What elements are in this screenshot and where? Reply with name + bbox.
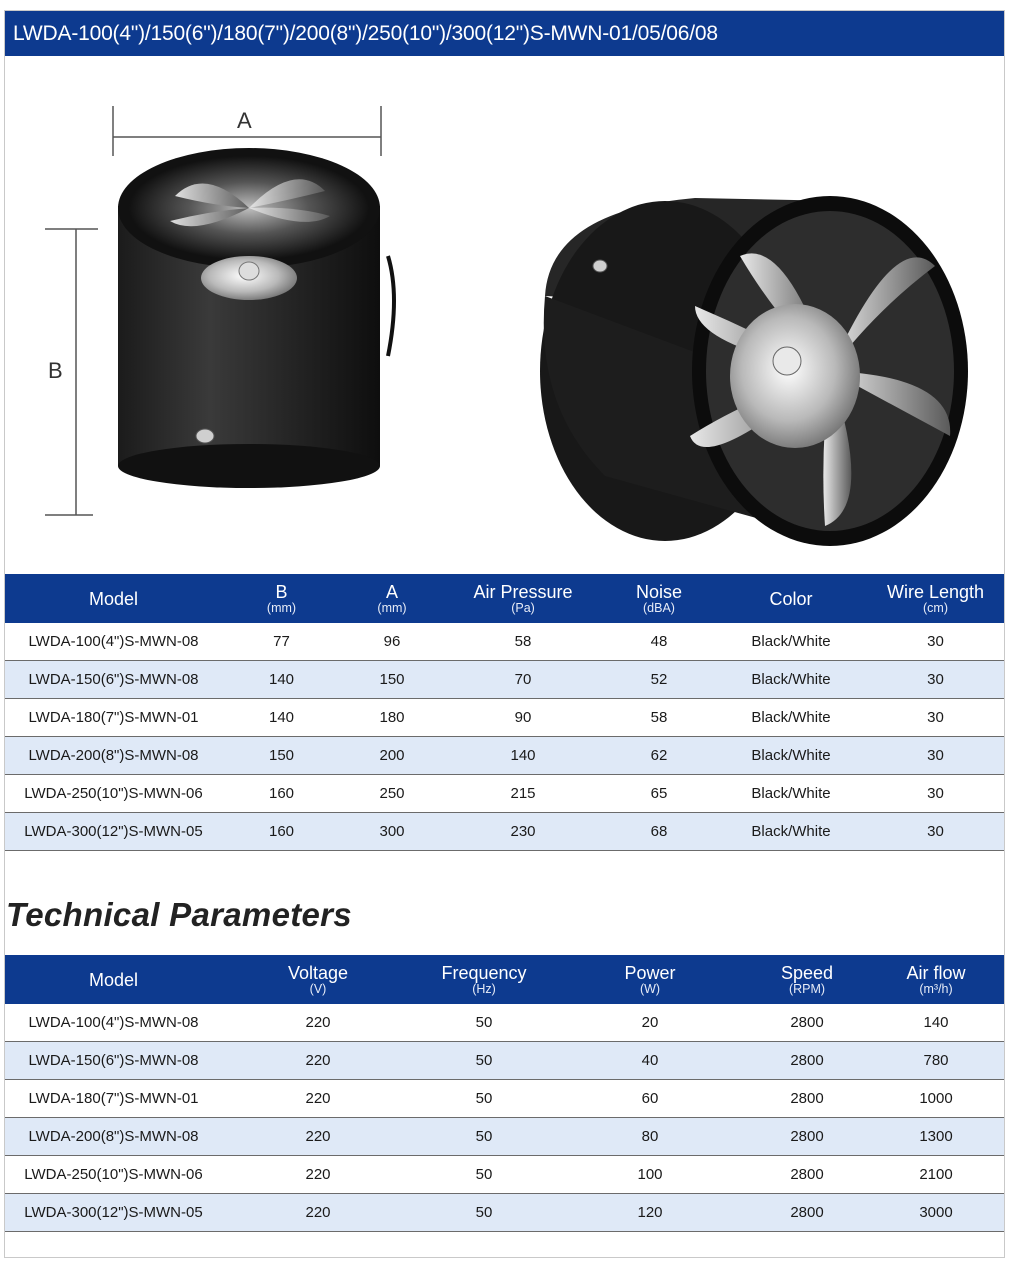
table-cell: 80 <box>554 1118 746 1156</box>
table-header-row <box>5 574 1004 623</box>
table-cell: 220 <box>222 1042 414 1080</box>
column-unit: (V) <box>309 981 327 996</box>
table-cell: 140 <box>222 661 341 699</box>
table-row <box>5 1156 1004 1194</box>
column-header-label: Model <box>88 969 139 990</box>
column-unit: (cm) <box>923 600 948 615</box>
table-cell: 220 <box>222 1080 414 1118</box>
table-cell: 215 <box>443 775 603 813</box>
table-cell: 30 <box>867 813 1004 851</box>
column-header <box>746 955 868 1004</box>
table-cell: 2800 <box>746 1194 868 1232</box>
table-cell: 160 <box>222 775 341 813</box>
column-header-label: Air Pressure <box>473 581 573 602</box>
table-cell: 50 <box>414 1042 554 1080</box>
column-header <box>554 955 746 1004</box>
table-cell: 150 <box>222 737 341 775</box>
table-cell: 30 <box>867 699 1004 737</box>
column-unit: (m³/h) <box>919 981 953 996</box>
product-photos <box>5 56 1004 574</box>
table-cell: Black/White <box>715 813 867 851</box>
column-unit: (mm) <box>266 600 297 615</box>
table-cell: 77 <box>222 623 341 661</box>
table-cell: 2800 <box>746 1004 868 1042</box>
table-cell: LWDA-250(10")S-MWN-06 <box>5 775 222 813</box>
table-cell: 150 <box>341 661 443 699</box>
column-unit: (Pa) <box>511 600 535 615</box>
table-cell: 50 <box>414 1118 554 1156</box>
column-header-label: Voltage <box>287 962 349 983</box>
table-cell: 3000 <box>868 1194 1004 1232</box>
table-cell: Black/White <box>715 775 867 813</box>
table-cell: 50 <box>414 1156 554 1194</box>
column-header <box>868 955 1004 1004</box>
table-cell: 220 <box>222 1156 414 1194</box>
table-cell: 2100 <box>868 1156 1004 1194</box>
table-cell: 2800 <box>746 1080 868 1118</box>
table-row <box>5 623 1004 661</box>
table-cell: 100 <box>554 1156 746 1194</box>
table-cell: 140 <box>222 699 341 737</box>
column-header-label: Color <box>769 588 813 609</box>
table-cell: 780 <box>868 1042 1004 1080</box>
table-cell: 220 <box>222 1194 414 1232</box>
column-header <box>222 955 414 1004</box>
table-cell: 2800 <box>746 1156 868 1194</box>
column-header-label: Air flow <box>906 962 966 983</box>
table-cell: 48 <box>603 623 715 661</box>
table-cell: 220 <box>222 1004 414 1042</box>
table-cell: 1300 <box>868 1118 1004 1156</box>
section-heading: Technical Parameters <box>6 896 352 933</box>
dimensions-table <box>5 574 1004 851</box>
table-cell: Black/White <box>715 699 867 737</box>
column-header-label: Power <box>624 962 676 983</box>
table-cell: LWDA-180(7")S-MWN-01 <box>5 1080 222 1118</box>
dimension-b-label: B <box>48 358 63 383</box>
fan-front-view <box>540 196 968 546</box>
column-header-label: A <box>385 581 398 602</box>
column-header <box>603 574 715 623</box>
table-cell: 70 <box>443 661 603 699</box>
table-cell: LWDA-100(4")S-MWN-08 <box>5 623 222 661</box>
column-header-label: Frequency <box>441 962 527 983</box>
table-cell: Black/White <box>715 737 867 775</box>
table-cell: 300 <box>341 813 443 851</box>
table-row <box>5 1004 1004 1042</box>
table-header-row <box>5 955 1004 1004</box>
table-cell: 1000 <box>868 1080 1004 1118</box>
column-header-label: Speed <box>780 962 834 983</box>
table-cell: 20 <box>554 1004 746 1042</box>
table-cell: 50 <box>414 1080 554 1118</box>
column-header <box>5 955 222 1004</box>
table-row <box>5 1118 1004 1156</box>
table-cell: 2800 <box>746 1042 868 1080</box>
column-header-label: Wire Length <box>886 581 985 602</box>
table-cell: LWDA-250(10")S-MWN-06 <box>5 1156 222 1194</box>
column-unit: (W) <box>639 981 661 996</box>
table-cell: 200 <box>341 737 443 775</box>
product-illustration <box>5 56 1004 574</box>
table-row <box>5 661 1004 699</box>
technical-parameters-table <box>5 955 1004 1232</box>
table-row <box>5 813 1004 851</box>
table-row <box>5 1194 1004 1232</box>
dimension-a-label: A <box>237 108 252 133</box>
table-cell: 65 <box>603 775 715 813</box>
table-cell: 30 <box>867 623 1004 661</box>
table-cell: 58 <box>443 623 603 661</box>
column-header <box>5 574 222 623</box>
table-row <box>5 737 1004 775</box>
table-cell: 40 <box>554 1042 746 1080</box>
table-cell: 96 <box>341 623 443 661</box>
column-unit: (RPM) <box>788 981 826 996</box>
page-title: LWDA-100(4")/150(6")/180(7")/200(8")/250(10")/300(12")S-MWN-01/05/06/08 <box>5 11 1004 56</box>
table-cell: 250 <box>341 775 443 813</box>
table-cell: 160 <box>222 813 341 851</box>
table-cell: LWDA-300(12")S-MWN-05 <box>5 813 222 851</box>
table-cell: 90 <box>443 699 603 737</box>
table-cell: 30 <box>867 737 1004 775</box>
table-cell: 68 <box>603 813 715 851</box>
table-row <box>5 699 1004 737</box>
table-cell: Black/White <box>715 661 867 699</box>
table-cell: LWDA-100(4")S-MWN-08 <box>5 1004 222 1042</box>
column-header <box>443 574 603 623</box>
table-cell: 2800 <box>746 1118 868 1156</box>
table-cell: LWDA-200(8")S-MWN-08 <box>5 1118 222 1156</box>
table-cell: LWDA-150(6")S-MWN-08 <box>5 1042 222 1080</box>
column-header-label: B <box>275 581 288 602</box>
table-cell: 30 <box>867 775 1004 813</box>
table-cell: 60 <box>554 1080 746 1118</box>
table-row <box>5 775 1004 813</box>
table-cell: 140 <box>868 1004 1004 1042</box>
column-header-label: Noise <box>635 581 683 602</box>
table-cell: 120 <box>554 1194 746 1232</box>
column-header <box>414 955 554 1004</box>
table-row <box>5 1080 1004 1118</box>
table-cell: 52 <box>603 661 715 699</box>
table-cell: 50 <box>414 1194 554 1232</box>
column-header <box>715 574 867 623</box>
table-cell: 180 <box>341 699 443 737</box>
table-cell: LWDA-200(8")S-MWN-08 <box>5 737 222 775</box>
column-header <box>341 574 443 623</box>
table-row <box>5 1042 1004 1080</box>
table-cell: LWDA-300(12")S-MWN-05 <box>5 1194 222 1232</box>
table-cell: 62 <box>603 737 715 775</box>
column-unit: (dBA) <box>643 600 675 615</box>
table-cell: 220 <box>222 1118 414 1156</box>
table-cell: 140 <box>443 737 603 775</box>
table-cell: 230 <box>443 813 603 851</box>
table-cell: LWDA-180(7")S-MWN-01 <box>5 699 222 737</box>
table-cell: LWDA-150(6")S-MWN-08 <box>5 661 222 699</box>
table-cell: 30 <box>867 661 1004 699</box>
fan-side-view <box>118 148 394 488</box>
table-cell: 50 <box>414 1004 554 1042</box>
table-cell: Black/White <box>715 623 867 661</box>
table-cell: 58 <box>603 699 715 737</box>
column-header <box>867 574 1004 623</box>
column-unit: (Hz) <box>472 981 496 996</box>
column-unit: (mm) <box>377 600 407 615</box>
column-header-label: Model <box>88 588 139 609</box>
column-header <box>222 574 341 623</box>
